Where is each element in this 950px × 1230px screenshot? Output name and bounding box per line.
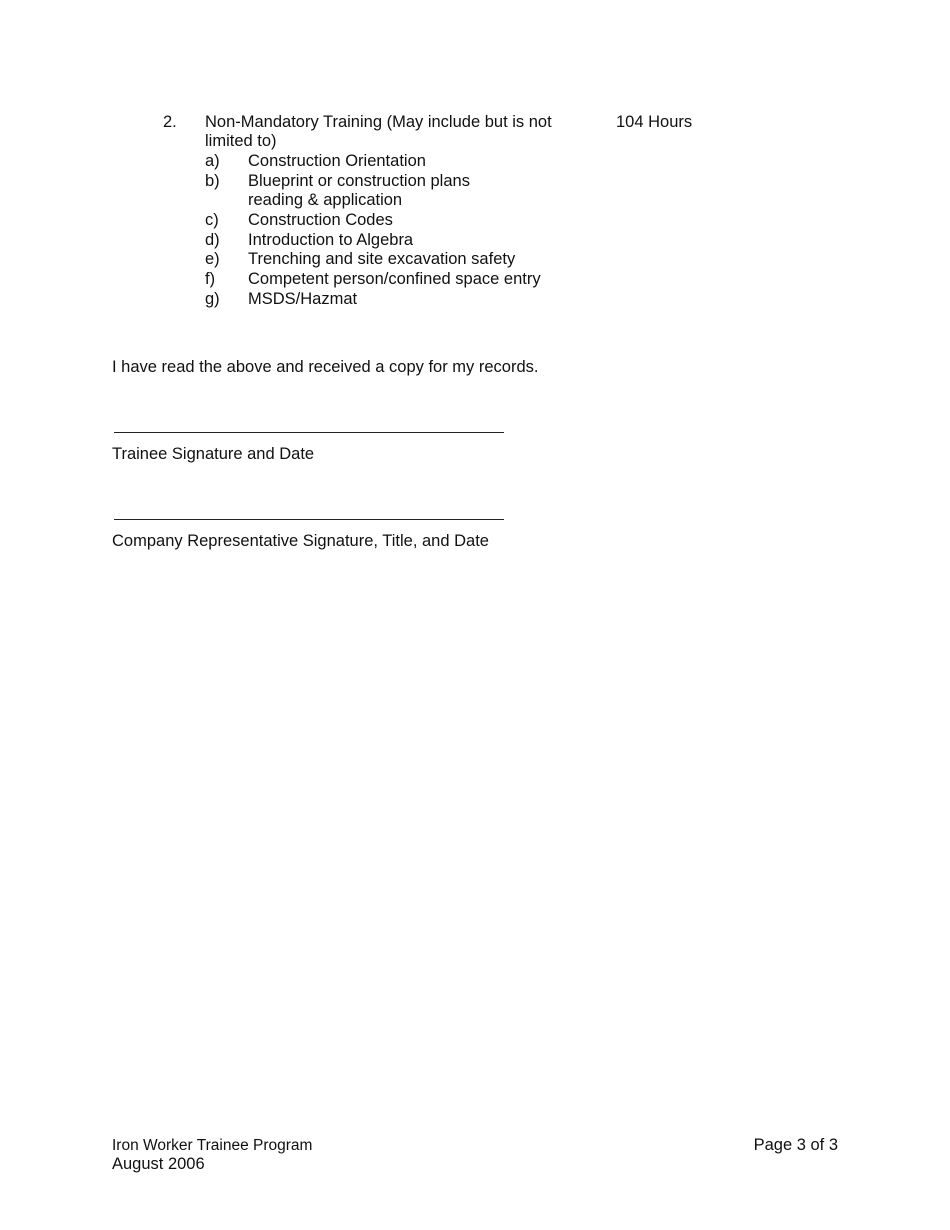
item-letter: a) <box>205 152 220 170</box>
item-text: Construction Codes <box>248 211 393 229</box>
footer-date: August 2006 <box>112 1155 205 1173</box>
item-letter: d) <box>205 231 220 249</box>
item-letter: c) <box>205 211 219 229</box>
company-signature-line[interactable] <box>114 519 504 520</box>
item-text: Construction Orientation <box>248 152 426 170</box>
trainee-signature-line[interactable] <box>114 432 504 433</box>
item-text: Trenching and site excavation safety <box>248 250 516 268</box>
item-letter: e) <box>205 250 220 268</box>
item-text: MSDS/Hazmat <box>248 290 358 308</box>
item-text: Competent person/confined space entry <box>248 270 541 288</box>
acknowledgement-text: I have read the above and received a copy for my records. <box>112 358 539 376</box>
section-hours: 104 Hours <box>616 113 693 131</box>
item-letter: b) <box>205 172 220 190</box>
footer-program: Iron Worker Trainee Program <box>112 1137 313 1154</box>
footer-page-number: Page 3 of 3 <box>753 1136 838 1154</box>
company-signature-label: Company Representative Signature, Title, and Date <box>112 532 489 550</box>
item-text-continued: reading & application <box>248 191 403 209</box>
item-letter: f) <box>205 270 216 288</box>
trainee-signature-label: Trainee Signature and Date <box>112 445 315 463</box>
section-title-line1: Non-Mandatory Training (May include but is not <box>205 113 552 131</box>
item-text: Introduction to Algebra <box>248 231 414 249</box>
item-letter: g) <box>205 290 220 308</box>
section-number: 2. <box>163 113 177 131</box>
item-text: Blueprint or construction plans <box>248 172 470 190</box>
section-title-line2: limited to) <box>205 132 277 150</box>
